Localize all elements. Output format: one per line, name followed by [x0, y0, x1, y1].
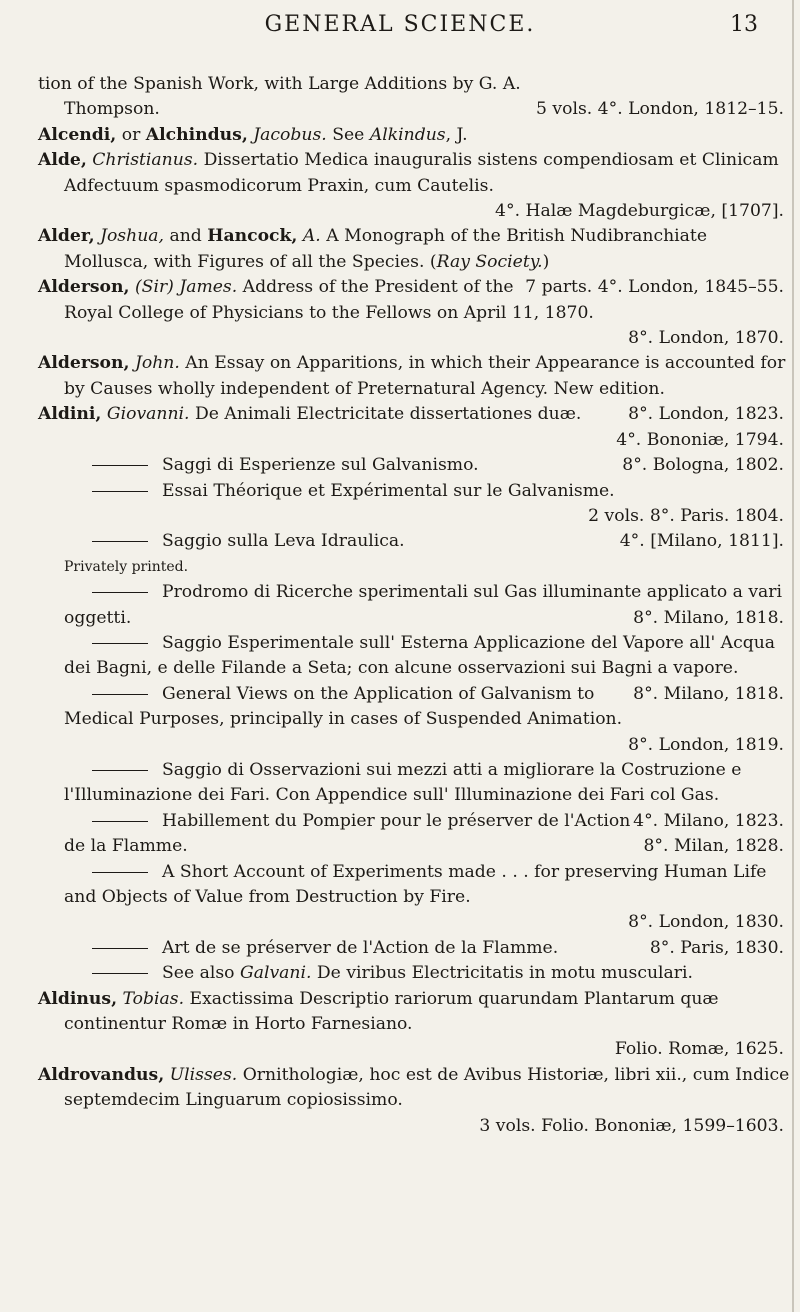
catalogue-entry	[38, 453, 790, 478]
cross-reference: Alkindus	[369, 124, 446, 145]
catalogue-entry	[38, 987, 790, 1063]
entry-title: Saggi di Esperienze sul Galvanismo.	[162, 455, 479, 476]
imprint: 8°. London, 1819.	[628, 734, 784, 755]
imprint: 7 parts. 4°. London, 1845–55.	[525, 277, 784, 298]
entry-title: Exactissima Descriptio rariorum quarundam Plantarum quæ continentur Romæ in Horto Farnesiano.	[64, 988, 719, 1035]
catalogue-entry	[38, 479, 790, 530]
entry-title: Saggio Esperimentale sull' Esterna Applicazione del Vapore all' Acqua dei Bagni, e delle Filande a Seta; con alcune osservazioni sui Bagni a vapore.	[64, 632, 776, 679]
entry-author: Joshua,	[94, 226, 164, 247]
ditto-rule	[92, 948, 148, 949]
ditto-rule	[92, 973, 148, 974]
entry-name: Alder,	[38, 226, 95, 247]
cross-reference: Galvani.	[239, 963, 312, 984]
page-number: 13	[730, 12, 758, 37]
entry-author: John.	[129, 353, 180, 374]
entry-name: Alderson,	[38, 353, 130, 374]
entry-author: Christianus.	[86, 150, 199, 171]
entry-title: De viribus Electricitatis in motu musculari.	[311, 963, 693, 984]
entry-author: (Sir) James.	[129, 277, 238, 298]
ditto-rule	[92, 770, 148, 771]
entry-title: An Essay on Apparitions, in which their Appearance is accounted for by Causes wholly independent of Preternatural Agency. New edition.	[64, 353, 786, 399]
entry-note: Privately printed.	[64, 558, 189, 575]
catalogue-entry: See also Galvani. De viribus Electricitatis in motu musculari.	[38, 961, 790, 986]
entry-name: Aldrovandus,	[38, 1064, 165, 1085]
imprint: 2 vols. 8°. Paris. 1804.	[588, 505, 784, 526]
imprint: Folio. Romæ, 1625.	[614, 1039, 784, 1060]
entry-title: Saggio di Osservazioni sui mezzi atti a migliorare la Costruzione e l'Illuminazione dei Fari. Con Appendice sull' Illuminazione dei Fari col Gas.	[64, 759, 742, 806]
imprint: 5 vols. 4°. London, 1812–15.	[535, 99, 784, 120]
ditto-rule	[92, 821, 148, 822]
entry-title: Ornithologiæ, hoc est de Avibus Historiæ, libri xii., cum Indice septemdecim Linguarum copiosissimo.	[64, 1064, 790, 1111]
catalogue-entry	[38, 580, 790, 631]
ditto-rule	[92, 592, 148, 593]
ditto-rule	[92, 643, 148, 644]
entry-name: Hancock,	[207, 226, 298, 247]
entry-title: Habillement du Pompier pour le préserver de l'Action de la Flamme.	[64, 810, 631, 857]
series-name: Ray Society.	[436, 251, 543, 272]
entry-title: General Views on the Application of Galvanism to Medical Purposes, principally in cases of Suspended Animation.	[64, 683, 623, 730]
ditto-rule	[92, 694, 148, 695]
entry-name: Alchindus,	[145, 124, 248, 145]
imprint: 8°. Milano, 1818.	[633, 607, 784, 628]
catalogue-entry: Alder, Joshua, and Hancock, A. A Monograph of the British Nudibranchiate Mollusca, with Figures of all the Species. (Ray Society.) 7 parts. 4°. London, 1845–55.	[38, 224, 790, 275]
imprint: 4°. Milano, 1823.	[633, 810, 784, 831]
imprint: 8°. Milan, 1828.	[643, 836, 784, 857]
entry-title: A Monograph of the British Nudibranchiate Mollusca, with Figures of all the Species. (	[64, 226, 707, 272]
catalogue-entry	[38, 860, 790, 936]
ditto-rule	[92, 491, 148, 492]
entry-author: Giovanni.	[101, 404, 190, 425]
entry-title: Saggio sulla Leva Idraulica.	[162, 531, 405, 552]
imprint: 8°. Milano, 1818.	[633, 683, 784, 704]
page-edge	[792, 0, 794, 1312]
entry-author: A.	[297, 226, 321, 247]
ditto-rule	[92, 541, 148, 542]
imprint: 8°. Bologna, 1802.	[622, 455, 784, 476]
entry-name: Alde,	[38, 150, 87, 171]
catalogue-entry	[38, 631, 790, 704]
entry-name: Alcendi,	[38, 124, 117, 145]
catalogue-entry: tion of the Spanish Work, with Large Additions by G. A. Thompson. 5 vols. 4°. London, 1812–15.	[38, 72, 790, 123]
imprint: 8°. London, 1870.	[628, 328, 784, 349]
catalogue-entry	[38, 1063, 790, 1139]
entry-title: Essai Théorique et Expérimental sur le Galvanisme.	[162, 480, 615, 501]
imprint: 4°. Halæ Magdeburgicæ, [1707].	[495, 201, 784, 222]
entry-title: Art de se préserver de l'Action de la Flamme.	[162, 937, 559, 958]
entry-title: Dissertatio Medica inauguralis sistens compendiosam et Clinicam Adfectuum spasmodicorum Praxin, cum Cautelis.	[64, 150, 779, 196]
entry-author: Tobias.	[117, 988, 185, 1009]
entry-title: Prodromo di Ricerche sperimentali sul Gas illuminante applicato a vari oggetti.	[64, 582, 783, 628]
ditto-rule	[92, 465, 148, 466]
imprint: 4°. Bononiæ, 1794.	[616, 429, 784, 450]
imprint: 3 vols. Folio. Bononiæ, 1599–1603.	[479, 1115, 784, 1136]
catalogue-entry	[38, 529, 790, 580]
catalogue-entry	[38, 936, 790, 961]
ditto-rule	[92, 872, 148, 873]
entry-name: Aldini,	[38, 404, 102, 425]
imprint: 8°. London, 1830.	[628, 912, 784, 933]
running-title: GENERAL SCIENCE.	[264, 12, 536, 37]
catalogue-entry: Alcendi, or Alchindus, Jacobus. See Alkindus, J.	[38, 124, 468, 145]
catalogue-entries	[38, 72, 790, 1139]
imprint: 4°. [Milano, 1811].	[619, 531, 784, 552]
entry-name: Aldinus,	[38, 988, 118, 1009]
imprint: 8°. London, 1823.	[628, 404, 784, 425]
entry-author: Ulisses.	[164, 1064, 238, 1085]
entry-title: De Animali Electricitate dissertationes duæ.	[189, 404, 582, 425]
entry-title: A Short Account of Experiments made . . . for preserving Human Life and Objects of Value from Destruction by Fire.	[64, 861, 767, 907]
entry-title: Address of the President of the Royal College of Physicians to the Fellows on April 11, 1870.	[64, 277, 594, 323]
imprint: 8°. Paris, 1830.	[649, 937, 784, 958]
entry-name: Alderson,	[38, 277, 130, 298]
running-head	[0, 8, 800, 48]
catalogue-entry	[38, 148, 790, 224]
entry-author: Jacobus.	[247, 124, 327, 145]
catalogue-entry	[38, 758, 790, 831]
